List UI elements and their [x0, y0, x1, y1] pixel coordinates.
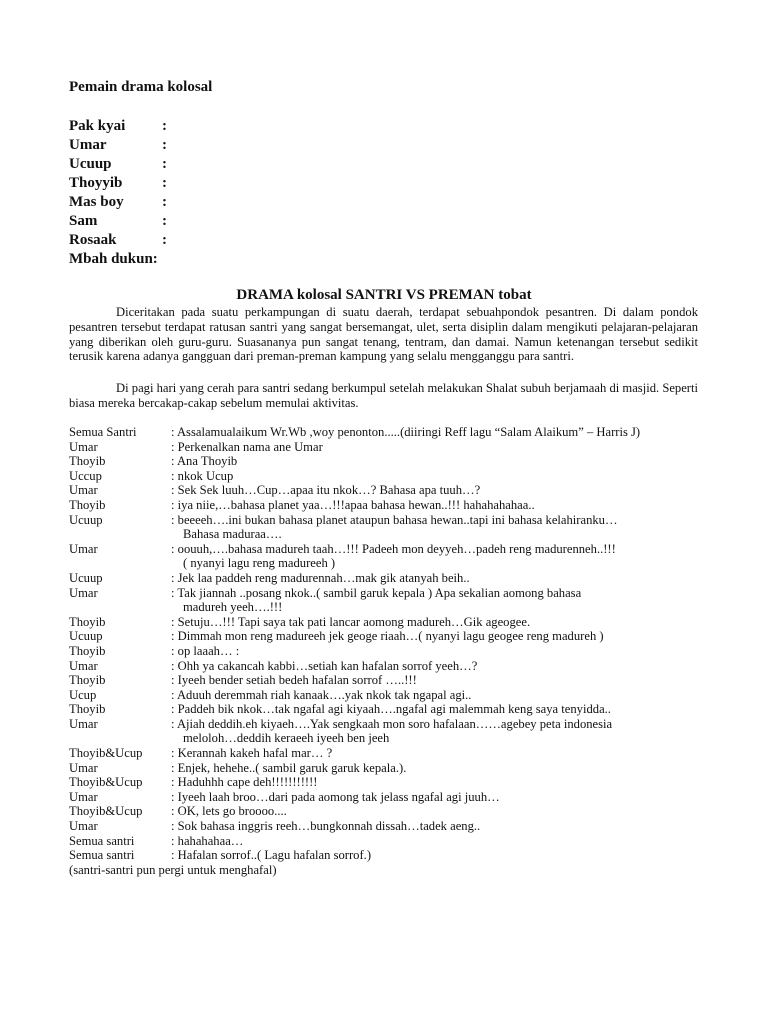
dialog-continuation [69, 731, 749, 746]
speaker-gap [161, 819, 171, 834]
dialog-text: : oouuh,….bahasa madureh taah…!!! Padeeh mon deyyeh…padeh reng madurenneh..!!! [171, 541, 616, 556]
speaker-gap [161, 746, 171, 761]
cast-colon: : [162, 213, 167, 229]
dialog-line [69, 425, 749, 440]
dialog-line [69, 469, 749, 484]
dialog-line [69, 615, 749, 630]
dialog-text: : op laaah… : [171, 643, 240, 658]
cast-row [69, 174, 167, 193]
closing-direction: (santri-santri pun pergi untuk menghafal) [69, 862, 277, 877]
dialog-text: : Hafalan sorrof..( Lagu hafalan sorrof.) [171, 848, 372, 863]
speaker-gap [161, 600, 171, 615]
cast-row [69, 155, 167, 174]
speaker-name: Umar [69, 658, 98, 673]
dialog-text: : Kerannah kakeh hafal mar… ? [171, 746, 333, 761]
speaker-name: Semua Santri [69, 425, 137, 439]
cast-name: Rosaak [69, 232, 117, 248]
dialog-text: : Sok bahasa inggris reeh…bungkonnah dissah…tadek aeng.. [171, 819, 481, 834]
speaker-name: Ucuup [69, 629, 103, 644]
speaker-gap [161, 834, 171, 849]
dialog-text: : Jek laa paddeh reng madurennah…mak gik atanyah beih.. [171, 570, 470, 585]
cast-list [69, 117, 167, 269]
speaker-name [69, 527, 161, 542]
dialog-line [69, 454, 749, 469]
dialog-line [69, 542, 749, 557]
dialog-continuation [69, 600, 749, 615]
speaker-gap [161, 761, 171, 776]
dialog-text: : OK, lets go broooo.... [171, 804, 287, 819]
speaker-gap [161, 527, 171, 542]
speaker-name: Ucup [69, 687, 97, 702]
dialog-line [69, 746, 749, 761]
speaker-gap [161, 556, 171, 571]
dialog-line [69, 834, 749, 849]
speaker-gap [161, 629, 171, 644]
speaker-gap [161, 659, 171, 674]
speaker-gap [161, 731, 171, 746]
cast-name: Thoyyib [69, 175, 123, 191]
dialog-text: : Tak jiannah ..posang nkok..( sambil garuk kepala ) Apa sekalian aomong bahasa [171, 585, 582, 600]
dialog-text: : hahahahaa… [171, 833, 244, 848]
dialog-continuation [69, 527, 749, 542]
dialog-line [69, 761, 749, 776]
speaker-name: Thoyib&Ucup [69, 775, 143, 790]
speaker-name [69, 556, 161, 571]
cast-colon: : [162, 232, 167, 248]
cast-row [69, 231, 167, 250]
speaker-name: Thoyib [69, 643, 106, 658]
speaker-gap [161, 425, 171, 440]
dialog-text: : Ana Thoyib [171, 454, 238, 469]
speaker-gap [161, 848, 171, 863]
speaker-name: Thoyib&Ucup [69, 804, 143, 819]
dialog-line [69, 717, 749, 732]
speaker-gap [161, 804, 171, 819]
cast-row [69, 212, 167, 231]
dialog-line [69, 688, 749, 703]
speaker-name: Umar [69, 439, 98, 454]
speaker-gap [161, 644, 171, 659]
speaker-name [69, 731, 161, 746]
dialog-text: : Perkenalkan nama ane Umar [171, 439, 323, 454]
dialog-line [69, 775, 749, 790]
dialog-line [69, 804, 749, 819]
dialog-line [69, 498, 749, 513]
speaker-name: Thoyib [69, 702, 106, 717]
speaker-gap [161, 688, 171, 703]
speaker-gap [161, 440, 171, 455]
speaker-name: Thoyib [69, 454, 106, 469]
dialog-text: meloloh…deddih keraeeh iyeeh ben jeeh [183, 731, 390, 746]
dialog-script [69, 425, 749, 877]
dialog-text: : Enjek, hehehe..( sambil garuk garuk kepala.). [171, 760, 407, 775]
cast-heading: Pemain drama kolosal [69, 79, 213, 95]
speaker-gap [161, 498, 171, 513]
speaker-name: Thoyib [69, 614, 106, 629]
dialog-line [69, 673, 749, 688]
dialog-line [69, 483, 749, 498]
dialog-text: : Assalamualaikum Wr.Wb ,woy penonton.....(diiringi Reff lagu “Salam Alaikum” – Harris J) [171, 425, 641, 439]
intro-paragraph: Diceritakan pada suatu perkampungan di suatu daerah, terdapat sebuahpondok pesantren. Di dalam pondok pesantren tersebut terdapat ratusan santri yang sangat bersemangat, ulet, serta disiplin dalam mengikuti pelajaran-pelajaran yang diberikan oleh guru-guru. Suasananya pun sangat tenang, tentram, dan damai. Namun ketenangan tersebut sedikit terusik karena adanya gangguan dari preman-preman kampung yang selalu mengganggu para santri. [69, 305, 698, 364]
speaker-gap [161, 469, 171, 484]
dialog-line [69, 659, 749, 674]
dialog-line [69, 702, 749, 717]
speaker-name: Umar [69, 541, 98, 556]
cast-name: Umar [69, 137, 107, 153]
speaker-name: Umar [69, 716, 98, 731]
speaker-name: Thoyib [69, 497, 106, 512]
dialog-text: : Ohh ya cakancah kabbi…setiah kan hafalan sorrof yeeh…? [171, 658, 478, 673]
dialog-text: : Iyeeh bender setiah bedeh hafalan sorrof …..!!! [171, 673, 417, 688]
cast-colon: : [162, 156, 167, 172]
cast-colon: : [162, 118, 167, 134]
dialog-text: : Paddeh bik nkok…tak ngafal agi kiyaah….ngafal agi malemmah keng saya tenyidda.. [171, 702, 611, 717]
speaker-name: Umar [69, 789, 98, 804]
dialog-line [69, 790, 749, 805]
dialog-text: : iya niie,…bahasa planet yaa…!!!apaa bahasa hewan..!!! hahahahahaa.. [171, 497, 535, 512]
cast-name: Ucuup [69, 156, 112, 172]
dialog-line [69, 586, 749, 601]
dialog-line [69, 513, 749, 528]
cast-name: Sam [69, 213, 98, 229]
speaker-gap [161, 775, 171, 790]
dialog-text: : Dimmah mon reng madureeh jek geoge riaah…( nyanyi lagu geogee reng madureh ) [171, 629, 604, 644]
dialog-line [69, 644, 749, 659]
speaker-name: Thoyib&Ucup [69, 746, 143, 761]
dialog-continuation [69, 556, 749, 571]
dialog-text: : Haduhhh cape deh!!!!!!!!!!! [171, 775, 318, 790]
dialog-text: madureh yeeh….!!! [183, 600, 283, 615]
dialog-text: : Sek Sek luuh…Cup…apaa itu nkok…? Bahasa apa tuuh…? [171, 483, 481, 498]
speaker-gap [161, 571, 171, 586]
speaker-name: Umar [69, 760, 98, 775]
dialog-text: Bahasa maduraa…. [183, 527, 282, 542]
speaker-gap [161, 542, 171, 557]
speaker-name: Umar [69, 819, 98, 834]
speaker-name: Uccup [69, 468, 102, 483]
cast-row [69, 193, 167, 212]
drama-title: DRAMA kolosal SANTRI VS PREMAN tobat [236, 287, 532, 303]
speaker-name [69, 600, 161, 615]
speaker-name: Umar [69, 483, 98, 498]
speaker-gap [161, 483, 171, 498]
dialog-text: ( nyanyi lagu reng madureeh ) [183, 556, 336, 571]
cast-row [69, 136, 167, 155]
speaker-gap [161, 454, 171, 469]
dialog-text: : Iyeeh laah broo…dari pada aomong tak jelass ngafal agi juuh… [171, 789, 500, 804]
cast-colon: : [162, 175, 167, 191]
speaker-name: Semua santri [69, 848, 135, 863]
cast-name: Pak kyai [69, 118, 126, 134]
dialog-text: : Ajiah deddih.eh kiyaeh….Yak sengkaah mon soro hafalaan……agebey peta indonesia [171, 716, 613, 731]
speaker-gap [161, 717, 171, 732]
cast-row [69, 117, 167, 136]
dialog-line [69, 440, 749, 455]
speaker-gap [161, 673, 171, 688]
dialog-text: : beeeeh….ini bukan bahasa planet ataupun bahasa hewan..tapi ini bahasa kelahiranku… [171, 512, 618, 527]
cast-name: Mbah dukun: [69, 251, 158, 267]
cast-colon: : [162, 194, 167, 210]
dialog-text: : Aduuh deremmah riah kanaak….yak nkok tak ngapal agi.. [171, 687, 472, 702]
speaker-name: Thoyib [69, 673, 106, 688]
setting-paragraph: Di pagi hari yang cerah para santri sedang berkumpul setelah melakukan Shalat subuh berjamaah di masjid. Seperti biasa mereka bercakap-cakap sebelum memulai aktivitas. [69, 381, 698, 410]
speaker-gap [161, 586, 171, 601]
dialog-text: : nkok Ucup [171, 468, 234, 483]
dialog-line [69, 848, 749, 863]
speaker-name: Ucuup [69, 570, 103, 585]
dialog-text: : Setuju…!!! Tapi saya tak pati lancar aomong madureh…Gik ageogee. [171, 614, 531, 629]
dialog-line [69, 629, 749, 644]
speaker-gap [161, 702, 171, 717]
cast-row [69, 250, 167, 269]
speaker-gap [161, 615, 171, 630]
dialog-line [69, 819, 749, 834]
speaker-gap [161, 513, 171, 528]
dialog-line [69, 571, 749, 586]
cast-name: Mas boy [69, 194, 124, 210]
speaker-name: Umar [69, 585, 98, 600]
speaker-name: Semua santri [69, 833, 135, 848]
speaker-name: Ucuup [69, 512, 103, 527]
cast-colon: : [162, 137, 167, 153]
speaker-gap [161, 790, 171, 805]
